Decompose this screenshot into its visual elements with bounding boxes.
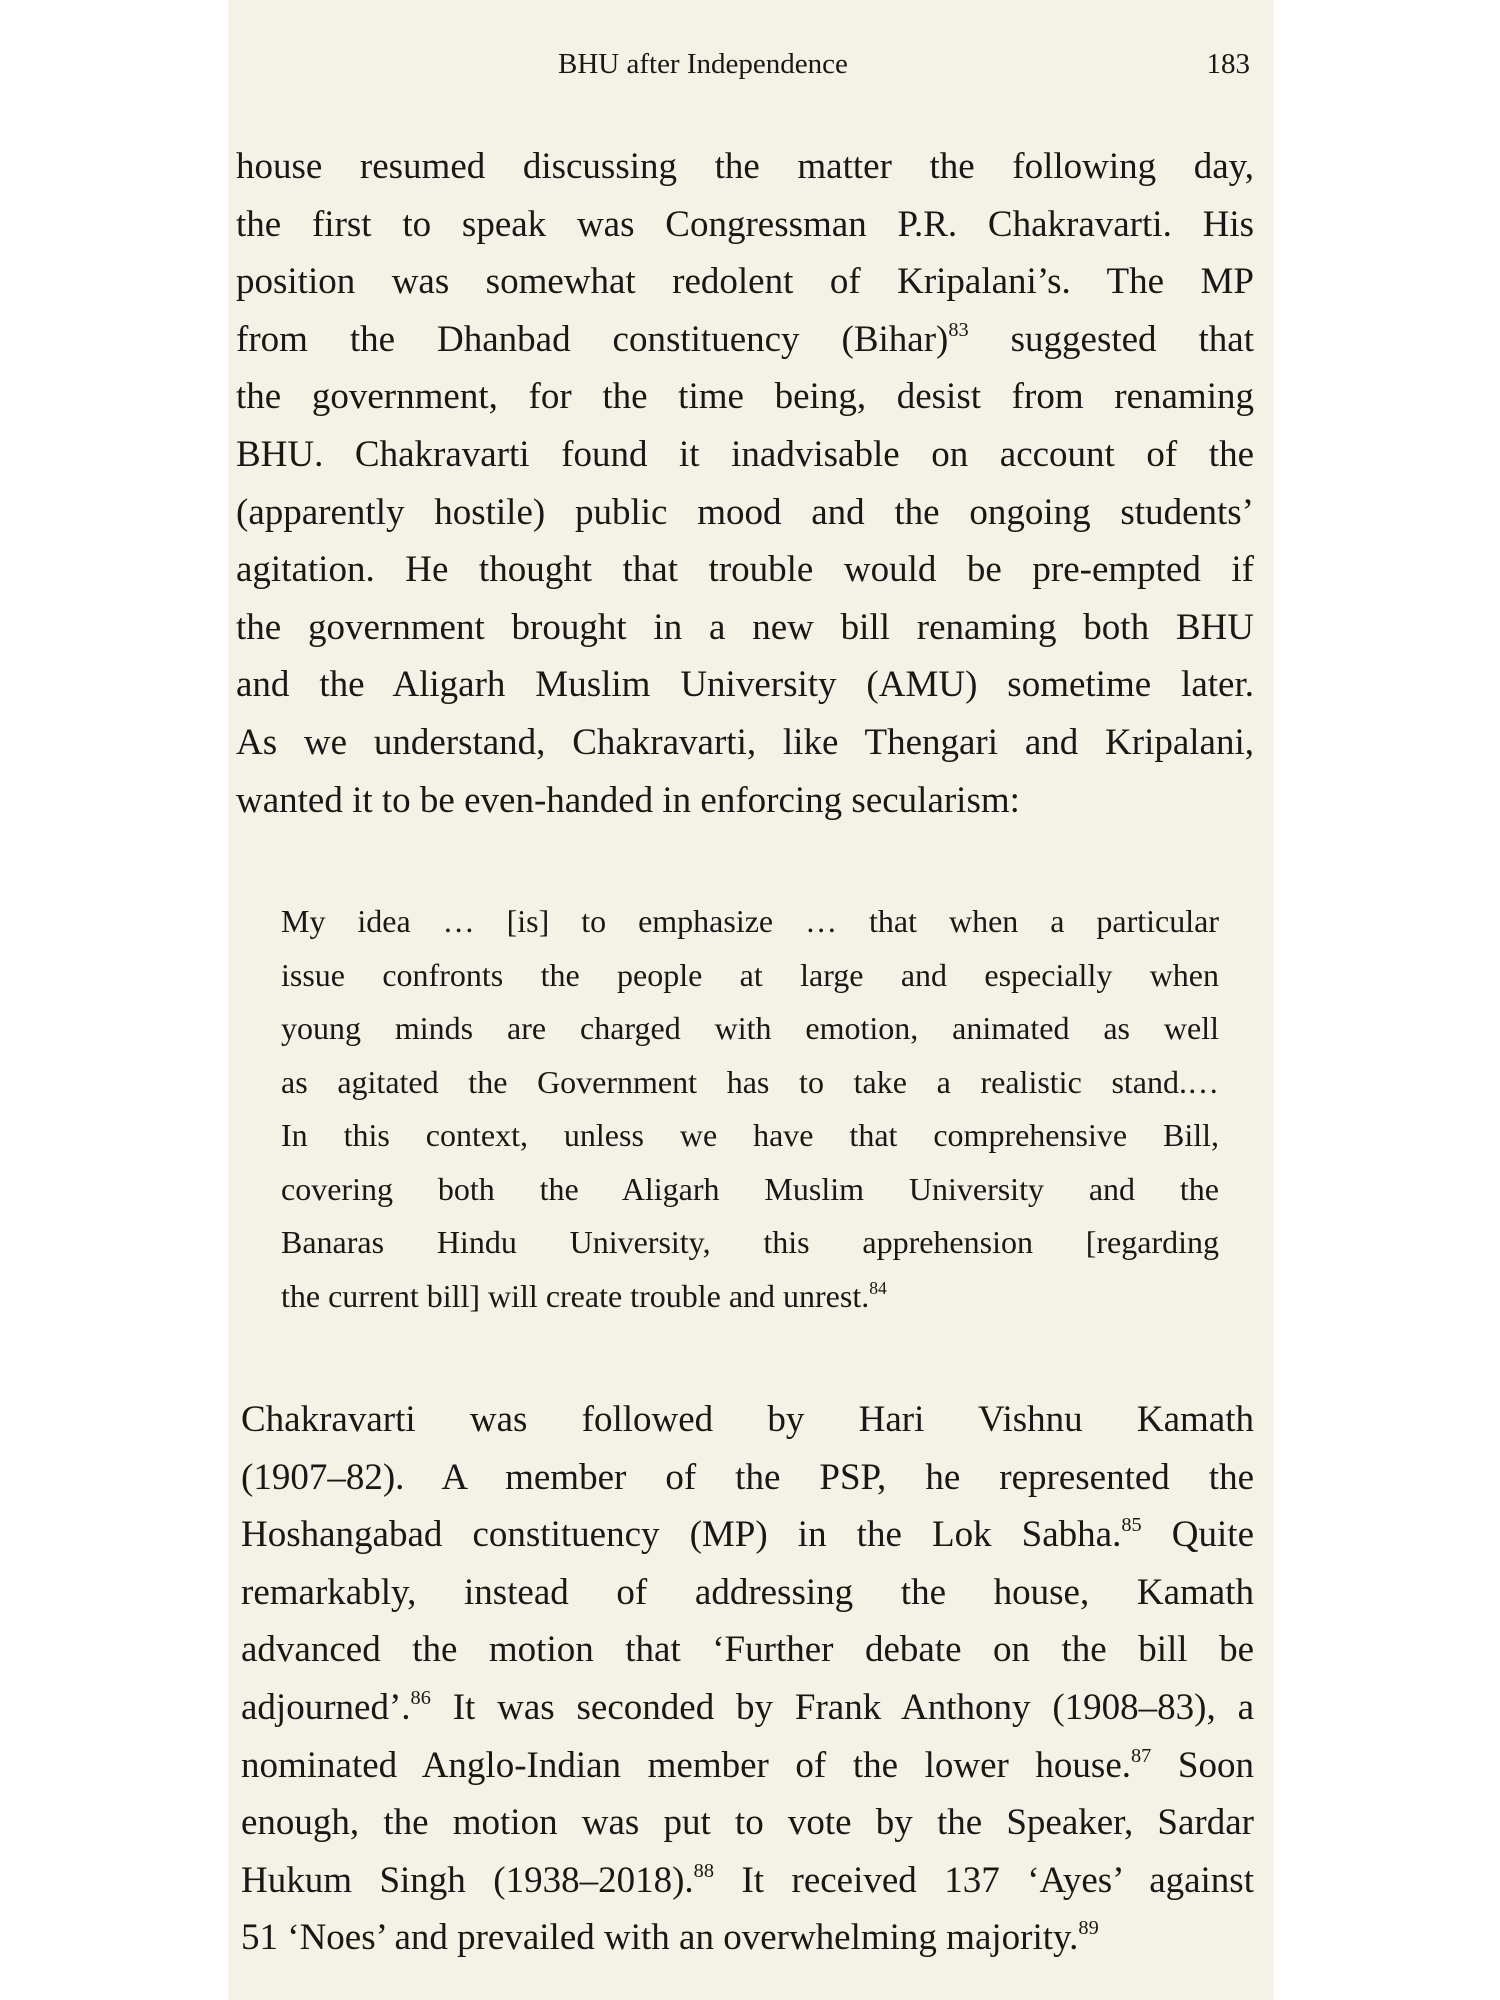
text-line: [236, 311, 1254, 369]
text-line: advanced the motion that ‘Further debate on the bill be: [241, 1629, 1254, 1671]
text-line: (1907–82). A member of the PSP, he represented the: [241, 1456, 1254, 1498]
text-line: wanted it to be even-handed in enforcing secularism:: [236, 779, 1020, 821]
text-span: adjourned’.: [241, 1686, 411, 1728]
page-number: 183: [1206, 48, 1250, 80]
quote-line: My idea … [is] to emphasize … that when a particular: [281, 903, 1219, 939]
text-line: agitation. He thought that trouble would be pre-empted if: [236, 549, 1254, 591]
running-head: [228, 44, 1274, 84]
text-line: [241, 1852, 1254, 1910]
text-line: the first to speak was Congressman P.R. Chakravarti. His: [236, 203, 1254, 245]
text-line: [241, 1506, 1254, 1564]
text-span: Quite: [1141, 1514, 1254, 1556]
text-line: (apparently hostile) public mood and the ongoing students’: [236, 491, 1254, 533]
text-span: Hukum Singh (1938–2018).: [241, 1859, 694, 1901]
block-quote: [281, 895, 1219, 1323]
quote-line: Banaras Hindu University, this apprehension [regarding: [281, 1224, 1219, 1260]
text-line: enough, the motion was put to vote by the Speaker, Sardar: [241, 1802, 1254, 1844]
text-line: the government, for the time being, desist from renaming: [236, 376, 1254, 418]
text-line: and the Aligarh Muslim University (AMU) sometime later.: [236, 664, 1254, 706]
quote-line: issue confronts the people at large and especially when: [281, 956, 1219, 993]
text-line: position was somewhat redolent of Kripalani’s. The MP: [236, 261, 1254, 303]
running-title: BHU after Independence: [558, 48, 848, 80]
quote-line: [281, 1270, 1219, 1324]
quote-line: young minds are charged with emotion, animated as well: [281, 1010, 1219, 1046]
text-line: As we understand, Chakravarti, like Thengari and Kripalani,: [236, 721, 1254, 763]
text-line: [241, 1737, 1254, 1795]
text-span: nominated Anglo-Indian member of the lower house.: [241, 1744, 1131, 1786]
footnote-ref: 89: [1078, 1917, 1099, 1940]
text-line: house resumed discussing the matter the following day,: [236, 146, 1254, 187]
text-span: Hoshangabad constituency (MP) in the Lok Sabha.: [241, 1514, 1122, 1556]
paragraph-1: [236, 138, 1254, 829]
text-span: Soon: [1151, 1744, 1254, 1786]
text-line: BHU. Chakravarti found it inadvisable on account of the: [236, 433, 1254, 475]
text-span: It was seconded by Frank Anthony (1908–83), a: [430, 1686, 1254, 1728]
book-page: [228, 0, 1274, 2000]
footnote-ref: 84: [869, 1277, 887, 1298]
text-line: [241, 1909, 1254, 1967]
text-span: It received 137 ‘Ayes’ against: [714, 1859, 1254, 1901]
text-span: the current bill] will create trouble and unrest.: [281, 1277, 870, 1314]
text-line: Chakravarti was followed by Hari Vishnu Kamath: [241, 1399, 1254, 1440]
text-span: suggested that: [968, 318, 1254, 360]
text-line: the government brought in a new bill renaming both BHU: [236, 606, 1254, 648]
footnote-ref: 83: [948, 318, 969, 341]
footnote-ref: 86: [410, 1686, 431, 1709]
footnote-ref: 88: [693, 1859, 714, 1882]
quote-line: In this context, unless we have that comprehensive Bill,: [281, 1117, 1219, 1153]
quote-line: as agitated the Government has to take a realistic stand.…: [281, 1063, 1219, 1100]
quote-line: covering both the Aligarh Muslim University and the: [281, 1170, 1219, 1207]
text-line: remarkably, instead of addressing the house, Kamath: [241, 1571, 1254, 1613]
text-line: [241, 1679, 1254, 1737]
text-span: 51 ‘Noes’ and prevailed with an overwhelming majority.: [241, 1917, 1079, 1959]
paragraph-2: [241, 1391, 1254, 1967]
footnote-ref: 85: [1121, 1513, 1142, 1536]
footnote-ref: 87: [1131, 1744, 1152, 1767]
text-span: from the Dhanbad constituency (Bihar): [236, 318, 949, 360]
